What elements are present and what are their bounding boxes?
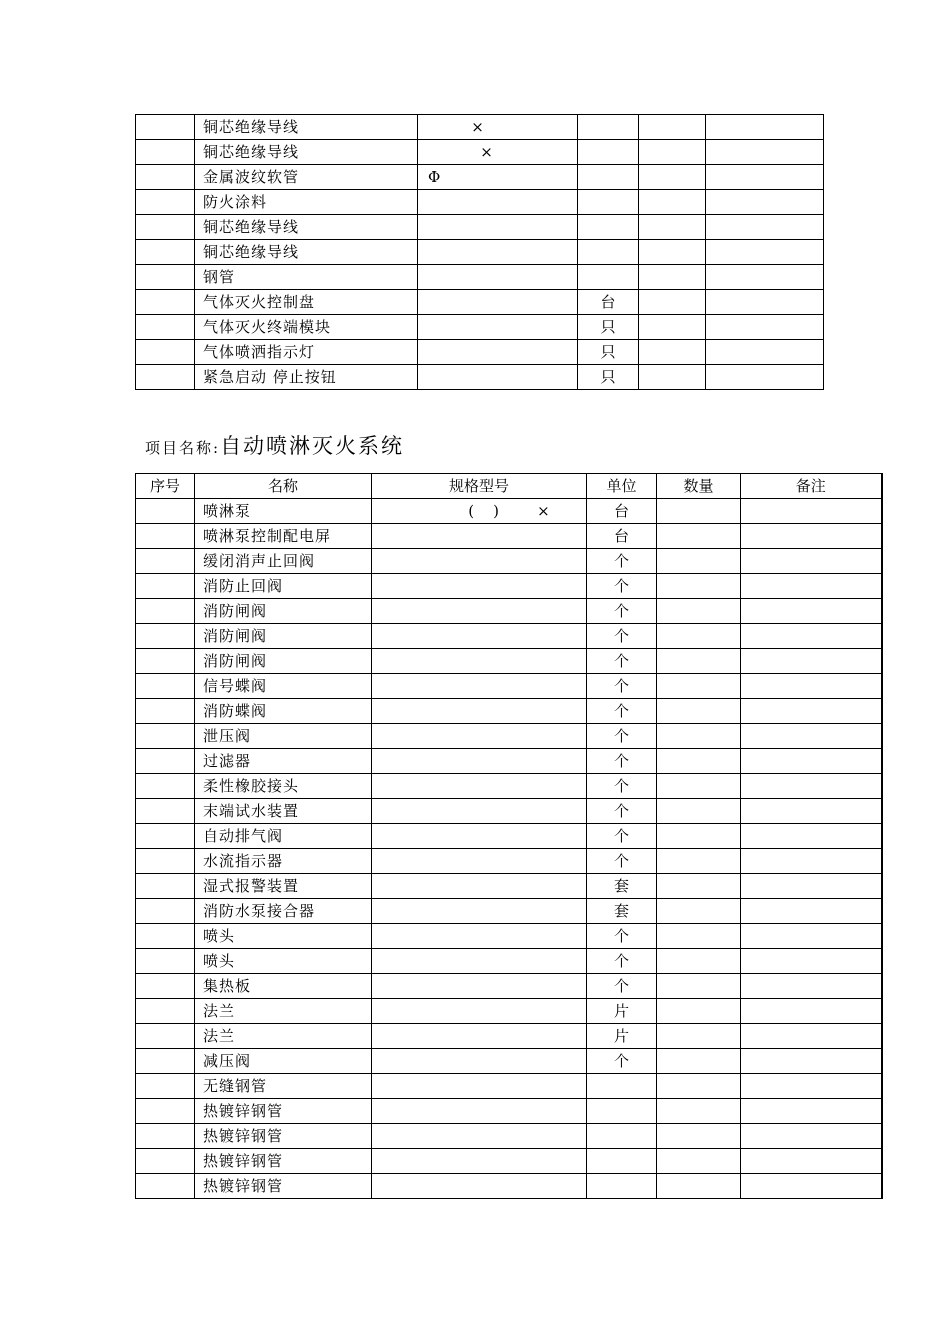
cell-note bbox=[741, 649, 882, 674]
cell-spec: × bbox=[418, 115, 578, 140]
table-row bbox=[136, 1124, 882, 1149]
cell-seq bbox=[136, 899, 195, 924]
cell-unit: 只 bbox=[578, 340, 639, 365]
cell-spec bbox=[372, 824, 587, 849]
cell-unit: 片 bbox=[587, 999, 657, 1024]
cell-seq bbox=[136, 365, 195, 390]
cell-unit: 个 bbox=[587, 924, 657, 949]
cell-unit bbox=[587, 1099, 657, 1124]
cell-note bbox=[741, 1049, 882, 1074]
cell-spec: × bbox=[418, 140, 578, 165]
cell-seq bbox=[136, 549, 195, 574]
cell-qty bbox=[657, 1024, 741, 1049]
cell-note bbox=[741, 924, 882, 949]
cell-seq bbox=[136, 1149, 195, 1174]
cell-name: 信号蝶阀 bbox=[195, 674, 372, 699]
cell-seq bbox=[136, 1024, 195, 1049]
cell-qty bbox=[657, 799, 741, 824]
table-row bbox=[136, 849, 882, 874]
cell-spec bbox=[372, 849, 587, 874]
cell-seq bbox=[136, 574, 195, 599]
cell-spec bbox=[372, 949, 587, 974]
cell-name: 湿式报警装置 bbox=[195, 874, 372, 899]
table-row bbox=[136, 624, 882, 649]
cell-unit: 个 bbox=[587, 1049, 657, 1074]
cell-spec bbox=[372, 699, 587, 724]
cell-qty bbox=[639, 265, 706, 290]
cell-unit bbox=[587, 1149, 657, 1174]
cell-qty bbox=[657, 974, 741, 999]
table-row bbox=[136, 524, 882, 549]
cell-seq bbox=[136, 874, 195, 899]
cell-note bbox=[741, 1149, 882, 1174]
table-row bbox=[136, 774, 882, 799]
cell-spec bbox=[372, 674, 587, 699]
cell-note bbox=[706, 190, 824, 215]
cell-qty bbox=[639, 315, 706, 340]
table-row bbox=[136, 874, 882, 899]
cell-note bbox=[741, 1124, 882, 1149]
cell-qty bbox=[657, 574, 741, 599]
table-row bbox=[136, 499, 882, 524]
cell-note bbox=[741, 1174, 882, 1199]
table-row bbox=[136, 549, 882, 574]
cell-name: 铜芯绝缘导线 bbox=[195, 115, 418, 140]
cell-unit bbox=[578, 240, 639, 265]
cell-seq bbox=[136, 1174, 195, 1199]
cell-qty bbox=[657, 924, 741, 949]
cell-note bbox=[741, 599, 882, 624]
cell-note bbox=[706, 115, 824, 140]
cell-name: 热镀锌钢管 bbox=[195, 1099, 372, 1124]
cell-note bbox=[706, 365, 824, 390]
cell-seq bbox=[136, 1049, 195, 1074]
cell-seq bbox=[136, 824, 195, 849]
cell-seq bbox=[136, 724, 195, 749]
header-name: 名称 bbox=[195, 474, 372, 499]
header-unit: 单位 bbox=[587, 474, 657, 499]
cell-note bbox=[741, 1099, 882, 1124]
cell-name: 热镀锌钢管 bbox=[195, 1174, 372, 1199]
cell-unit: 个 bbox=[587, 774, 657, 799]
cell-spec bbox=[418, 215, 578, 240]
material-table-gas-extinguishing bbox=[135, 114, 824, 390]
table-row bbox=[136, 674, 882, 699]
cell-note bbox=[706, 290, 824, 315]
cell-seq bbox=[136, 315, 195, 340]
cell-qty bbox=[657, 499, 741, 524]
cell-spec bbox=[372, 1099, 587, 1124]
cell-name: 消防止回阀 bbox=[195, 574, 372, 599]
cell-note bbox=[706, 240, 824, 265]
cell-qty bbox=[657, 624, 741, 649]
cell-unit: 片 bbox=[587, 1024, 657, 1049]
cell-qty bbox=[657, 774, 741, 799]
cell-seq bbox=[136, 140, 195, 165]
cell-spec bbox=[418, 340, 578, 365]
header-note: 备注 bbox=[741, 474, 882, 499]
cell-spec bbox=[372, 1124, 587, 1149]
cell-unit: 个 bbox=[587, 574, 657, 599]
table-row bbox=[136, 140, 824, 165]
table-row bbox=[136, 365, 824, 390]
cell-note bbox=[741, 974, 882, 999]
cell-note bbox=[741, 749, 882, 774]
cell-seq bbox=[136, 674, 195, 699]
cell-unit: 台 bbox=[587, 499, 657, 524]
table-row bbox=[136, 699, 882, 724]
table-row bbox=[136, 165, 824, 190]
cell-seq bbox=[136, 290, 195, 315]
table-row bbox=[136, 115, 824, 140]
cell-qty bbox=[657, 949, 741, 974]
cell-name: 铜芯绝缘导线 bbox=[195, 240, 418, 265]
cell-name: 消防水泵接合器 bbox=[195, 899, 372, 924]
cell-unit: 个 bbox=[587, 949, 657, 974]
cell-note bbox=[706, 215, 824, 240]
cell-unit: 套 bbox=[587, 899, 657, 924]
table-row bbox=[136, 1149, 882, 1174]
cell-note bbox=[741, 849, 882, 874]
cell-spec bbox=[372, 624, 587, 649]
table-row bbox=[136, 924, 882, 949]
cell-spec: ( ) × bbox=[372, 499, 587, 524]
cell-qty bbox=[657, 1174, 741, 1199]
cell-unit: 个 bbox=[587, 599, 657, 624]
cell-qty bbox=[657, 1149, 741, 1174]
cell-qty bbox=[657, 849, 741, 874]
cell-name: 钢管 bbox=[195, 265, 418, 290]
cell-unit: 台 bbox=[578, 290, 639, 315]
cell-name: 末端试水装置 bbox=[195, 799, 372, 824]
cell-seq bbox=[136, 215, 195, 240]
cell-name: 消防蝶阀 bbox=[195, 699, 372, 724]
cell-spec bbox=[372, 974, 587, 999]
cell-name: 金属波纹软管 bbox=[195, 165, 418, 190]
cell-qty bbox=[657, 549, 741, 574]
cell-unit bbox=[578, 215, 639, 240]
cell-spec bbox=[418, 265, 578, 290]
cell-unit: 个 bbox=[587, 624, 657, 649]
cell-qty bbox=[657, 1124, 741, 1149]
table-row bbox=[136, 999, 882, 1024]
cell-name: 热镀锌钢管 bbox=[195, 1149, 372, 1174]
cell-name: 集热板 bbox=[195, 974, 372, 999]
cell-spec bbox=[372, 1049, 587, 1074]
cell-name: 气体喷洒指示灯 bbox=[195, 340, 418, 365]
table-row bbox=[136, 1049, 882, 1074]
cell-note bbox=[741, 1074, 882, 1099]
cell-name: 铜芯绝缘导线 bbox=[195, 215, 418, 240]
cell-qty bbox=[639, 240, 706, 265]
project-name: 自动喷淋灭火系统 bbox=[220, 434, 405, 458]
cell-unit bbox=[578, 165, 639, 190]
cell-seq bbox=[136, 624, 195, 649]
table-row bbox=[136, 240, 824, 265]
cell-note bbox=[741, 899, 882, 924]
cell-unit: 个 bbox=[587, 974, 657, 999]
project-heading bbox=[145, 430, 404, 460]
cell-note bbox=[741, 549, 882, 574]
cell-seq bbox=[136, 849, 195, 874]
table-row bbox=[136, 1024, 882, 1049]
cell-unit: 个 bbox=[587, 699, 657, 724]
cell-spec bbox=[372, 924, 587, 949]
cell-spec bbox=[372, 574, 587, 599]
cell-name: 泄压阀 bbox=[195, 724, 372, 749]
cell-spec bbox=[372, 1074, 587, 1099]
cell-qty bbox=[639, 140, 706, 165]
cell-seq bbox=[136, 115, 195, 140]
cell-spec bbox=[372, 1024, 587, 1049]
cell-qty bbox=[639, 340, 706, 365]
cell-spec bbox=[372, 749, 587, 774]
cell-spec bbox=[372, 899, 587, 924]
cell-note bbox=[706, 315, 824, 340]
cell-unit: 只 bbox=[578, 365, 639, 390]
cell-unit: 个 bbox=[587, 824, 657, 849]
cell-unit bbox=[578, 190, 639, 215]
header-seq: 序号 bbox=[136, 474, 195, 499]
cell-unit: 个 bbox=[587, 674, 657, 699]
cell-name: 铜芯绝缘导线 bbox=[195, 140, 418, 165]
cell-name: 消防闸阀 bbox=[195, 599, 372, 624]
cell-seq bbox=[136, 1124, 195, 1149]
cell-unit: 个 bbox=[587, 549, 657, 574]
cell-qty bbox=[657, 749, 741, 774]
cell-spec bbox=[418, 315, 578, 340]
table-row bbox=[136, 599, 882, 624]
cell-spec bbox=[372, 599, 587, 624]
cell-spec: Φ bbox=[418, 165, 578, 190]
cell-note bbox=[741, 874, 882, 899]
cell-qty bbox=[639, 190, 706, 215]
cell-unit: 套 bbox=[587, 874, 657, 899]
cell-spec bbox=[418, 240, 578, 265]
cell-note bbox=[706, 140, 824, 165]
cell-qty bbox=[639, 165, 706, 190]
cell-spec bbox=[372, 874, 587, 899]
cell-note bbox=[741, 774, 882, 799]
cell-qty bbox=[639, 215, 706, 240]
cell-note bbox=[741, 799, 882, 824]
table-row bbox=[136, 899, 882, 924]
table-row bbox=[136, 824, 882, 849]
cell-name: 喷头 bbox=[195, 924, 372, 949]
cell-qty bbox=[657, 824, 741, 849]
cell-name: 减压阀 bbox=[195, 1049, 372, 1074]
cell-note bbox=[741, 999, 882, 1024]
table-header-row bbox=[136, 474, 882, 499]
cell-qty bbox=[657, 999, 741, 1024]
cell-seq bbox=[136, 240, 195, 265]
table-row bbox=[136, 724, 882, 749]
cell-unit: 个 bbox=[587, 649, 657, 674]
table-row bbox=[136, 1074, 882, 1099]
cell-spec bbox=[372, 649, 587, 674]
cell-unit bbox=[587, 1074, 657, 1099]
cell-qty bbox=[639, 365, 706, 390]
cell-spec bbox=[372, 549, 587, 574]
cell-qty bbox=[657, 1074, 741, 1099]
cell-qty bbox=[657, 724, 741, 749]
cell-unit: 个 bbox=[587, 799, 657, 824]
cell-note bbox=[741, 1024, 882, 1049]
cell-seq bbox=[136, 924, 195, 949]
cell-seq bbox=[136, 524, 195, 549]
cell-unit bbox=[587, 1174, 657, 1199]
cell-note bbox=[741, 499, 882, 524]
cell-qty bbox=[657, 699, 741, 724]
cell-note bbox=[741, 824, 882, 849]
cell-name: 水流指示器 bbox=[195, 849, 372, 874]
cell-seq bbox=[136, 774, 195, 799]
cell-seq bbox=[136, 974, 195, 999]
cell-name: 过滤器 bbox=[195, 749, 372, 774]
cell-name: 热镀锌钢管 bbox=[195, 1124, 372, 1149]
cell-qty bbox=[657, 674, 741, 699]
cell-name: 喷淋泵控制配电屏 bbox=[195, 524, 372, 549]
cell-spec bbox=[372, 774, 587, 799]
cell-unit: 个 bbox=[587, 724, 657, 749]
cell-unit bbox=[587, 1124, 657, 1149]
cell-note bbox=[741, 699, 882, 724]
cell-qty bbox=[657, 1099, 741, 1124]
material-table-sprinkler bbox=[135, 473, 883, 1199]
cell-name: 气体灭火终端模块 bbox=[195, 315, 418, 340]
cell-name: 缓闭消声止回阀 bbox=[195, 549, 372, 574]
cell-unit: 只 bbox=[578, 315, 639, 340]
cell-name: 喷淋泵 bbox=[195, 499, 372, 524]
cell-spec bbox=[418, 365, 578, 390]
cell-note bbox=[741, 624, 882, 649]
table-row bbox=[136, 265, 824, 290]
table-row bbox=[136, 340, 824, 365]
cell-name: 柔性橡胶接头 bbox=[195, 774, 372, 799]
cell-note bbox=[741, 524, 882, 549]
project-label: 项目名称: bbox=[145, 439, 221, 457]
cell-name: 消防闸阀 bbox=[195, 649, 372, 674]
cell-seq bbox=[136, 699, 195, 724]
cell-spec bbox=[372, 724, 587, 749]
cell-qty bbox=[639, 115, 706, 140]
cell-spec bbox=[418, 190, 578, 215]
cell-name: 紧急启动 停止按钮 bbox=[195, 365, 418, 390]
cell-seq bbox=[136, 799, 195, 824]
cell-unit: 台 bbox=[587, 524, 657, 549]
cell-note bbox=[706, 165, 824, 190]
cell-spec bbox=[372, 1149, 587, 1174]
cell-note bbox=[741, 724, 882, 749]
table-row bbox=[136, 649, 882, 674]
cell-note bbox=[741, 949, 882, 974]
cell-note bbox=[741, 674, 882, 699]
cell-qty bbox=[657, 524, 741, 549]
cell-seq bbox=[136, 599, 195, 624]
table-row bbox=[136, 574, 882, 599]
cell-qty bbox=[657, 874, 741, 899]
cell-seq bbox=[136, 265, 195, 290]
cell-seq bbox=[136, 340, 195, 365]
table-row bbox=[136, 315, 824, 340]
cell-seq bbox=[136, 949, 195, 974]
cell-qty bbox=[657, 599, 741, 624]
cell-note bbox=[741, 574, 882, 599]
table-row bbox=[136, 290, 824, 315]
table-row bbox=[136, 190, 824, 215]
table-row bbox=[136, 799, 882, 824]
cell-qty bbox=[657, 649, 741, 674]
cell-unit: 个 bbox=[587, 849, 657, 874]
cell-qty bbox=[657, 899, 741, 924]
cell-spec bbox=[372, 999, 587, 1024]
cell-spec bbox=[418, 290, 578, 315]
cell-note bbox=[706, 265, 824, 290]
cell-seq bbox=[136, 749, 195, 774]
cell-seq bbox=[136, 165, 195, 190]
cell-name: 气体灭火控制盘 bbox=[195, 290, 418, 315]
table-row bbox=[136, 974, 882, 999]
cell-seq bbox=[136, 499, 195, 524]
cell-name: 消防闸阀 bbox=[195, 624, 372, 649]
cell-name: 喷头 bbox=[195, 949, 372, 974]
cell-unit bbox=[578, 115, 639, 140]
cell-seq bbox=[136, 1099, 195, 1124]
cell-name: 防火涂料 bbox=[195, 190, 418, 215]
table-row bbox=[136, 749, 882, 774]
table-row bbox=[136, 1099, 882, 1124]
cell-seq bbox=[136, 649, 195, 674]
cell-spec bbox=[372, 524, 587, 549]
cell-unit bbox=[578, 140, 639, 165]
cell-unit bbox=[578, 265, 639, 290]
cell-seq bbox=[136, 190, 195, 215]
cell-qty bbox=[639, 290, 706, 315]
cell-seq bbox=[136, 1074, 195, 1099]
cell-name: 法兰 bbox=[195, 999, 372, 1024]
cell-spec bbox=[372, 799, 587, 824]
cell-note bbox=[706, 340, 824, 365]
cell-spec bbox=[372, 1174, 587, 1199]
table-row bbox=[136, 1174, 882, 1199]
cell-name: 自动排气阀 bbox=[195, 824, 372, 849]
table-row bbox=[136, 215, 824, 240]
header-spec: 规格型号 bbox=[372, 474, 587, 499]
cell-name: 法兰 bbox=[195, 1024, 372, 1049]
cell-qty bbox=[657, 1049, 741, 1074]
table-row bbox=[136, 949, 882, 974]
cell-unit: 个 bbox=[587, 749, 657, 774]
cell-name: 无缝钢管 bbox=[195, 1074, 372, 1099]
header-qty: 数量 bbox=[657, 474, 741, 499]
cell-seq bbox=[136, 999, 195, 1024]
